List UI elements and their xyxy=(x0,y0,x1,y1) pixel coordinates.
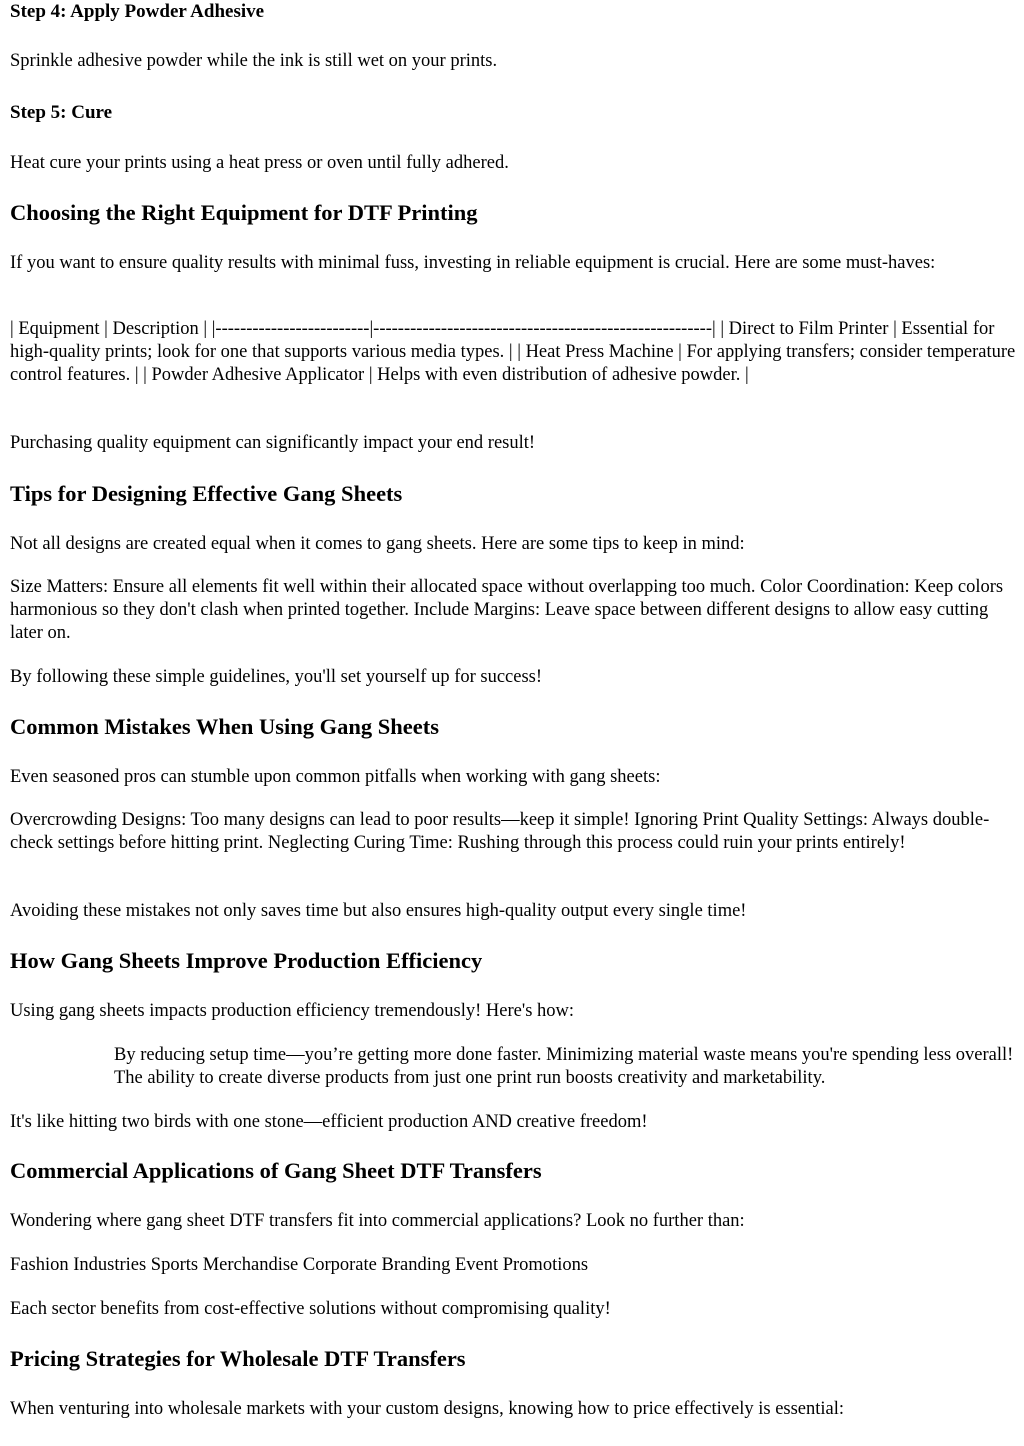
commercial-heading: Commercial Applications of Gang Sheet DTF Transfers xyxy=(10,1158,542,1183)
commercial-list: Fashion Industries Sports Merchandise Corporate Branding Event Promotions xyxy=(10,1255,589,1275)
efficiency-heading: How Gang Sheets Improve Production Efficiency xyxy=(10,948,483,973)
step4-text: Sprinkle adhesive powder while the ink is still wet on your prints. xyxy=(10,51,498,71)
mistakes-heading: Common Mistakes When Using Gang Sheets xyxy=(10,714,440,739)
mistakes-intro: Even seasoned pros can stumble upon common pitfalls when working with gang sheets: xyxy=(10,767,661,787)
tips-list: Size Matters: Ensure all elements fit well within their allocated space without overlapping too much. Color Coordination: Keep colors harmonious so they don't clash when printed together. Include Margins: Leave space between different designs to allow easy cutting later on. xyxy=(10,577,1004,643)
mistakes-list: Overcrowding Designs: Too many designs can lead to poor results—keep it simple! Ignoring Print Quality Settings: Always double-check settings before hitting print. Neglecting Curing Time: Rushing through this process could ruin your prints entirely! xyxy=(10,810,990,853)
pricing-heading: Pricing Strategies for Wholesale DTF Transfers xyxy=(10,1346,466,1371)
step5-title: Step 5: Cure xyxy=(10,102,113,123)
efficiency-quote: By reducing setup time—you’re getting more done faster. Minimizing material waste means you're spending less overall! The ability to create diverse products from just one print run boosts creativity and marketability. xyxy=(114,1045,1014,1088)
efficiency-outro: It's like hitting two birds with one stone—efficient production AND creative freedom! xyxy=(10,1112,648,1132)
equipment-outro: Purchasing quality equipment can significantly impact your end result! xyxy=(10,433,536,453)
pricing-intro: When venturing into wholesale markets with your custom designs, knowing how to price effectively is essential: xyxy=(10,1399,845,1419)
step4-title: Step 4: Apply Powder Adhesive xyxy=(10,1,265,22)
equipment-intro: If you want to ensure quality results with minimal fuss, investing in reliable equipment is crucial. Here are some must-haves: xyxy=(10,253,936,273)
tips-outro: By following these simple guidelines, you'll set yourself up for success! xyxy=(10,667,543,687)
commercial-outro: Each sector benefits from cost-effective solutions without compromising quality! xyxy=(10,1299,611,1319)
equipment-table-text: | Equipment | Description | |-------------------------|-------------------------------------------------------| | Direct to Film Printer | Essential for high-quality prints; look for one that supports various media types. | | Heat Press Machine | For applying transfers; consider temperature control features. | | Powder Adhesive Applicator | Helps with even distribution of adhesive powder. | xyxy=(10,319,1016,385)
tips-intro: Not all designs are created equal when it comes to gang sheets. Here are some tips to keep in mind: xyxy=(10,534,745,554)
efficiency-intro: Using gang sheets impacts production efficiency tremendously! Here's how: xyxy=(10,1001,575,1021)
commercial-intro: Wondering where gang sheet DTF transfers fit into commercial applications? Look no further than: xyxy=(10,1211,745,1231)
step5-text: Heat cure your prints using a heat press or oven until fully adhered. xyxy=(10,153,509,173)
tips-heading: Tips for Designing Effective Gang Sheets xyxy=(10,481,403,506)
mistakes-outro: Avoiding these mistakes not only saves time but also ensures high-quality output every single time! xyxy=(10,901,747,921)
equipment-heading: Choosing the Right Equipment for DTF Printing xyxy=(10,200,478,225)
